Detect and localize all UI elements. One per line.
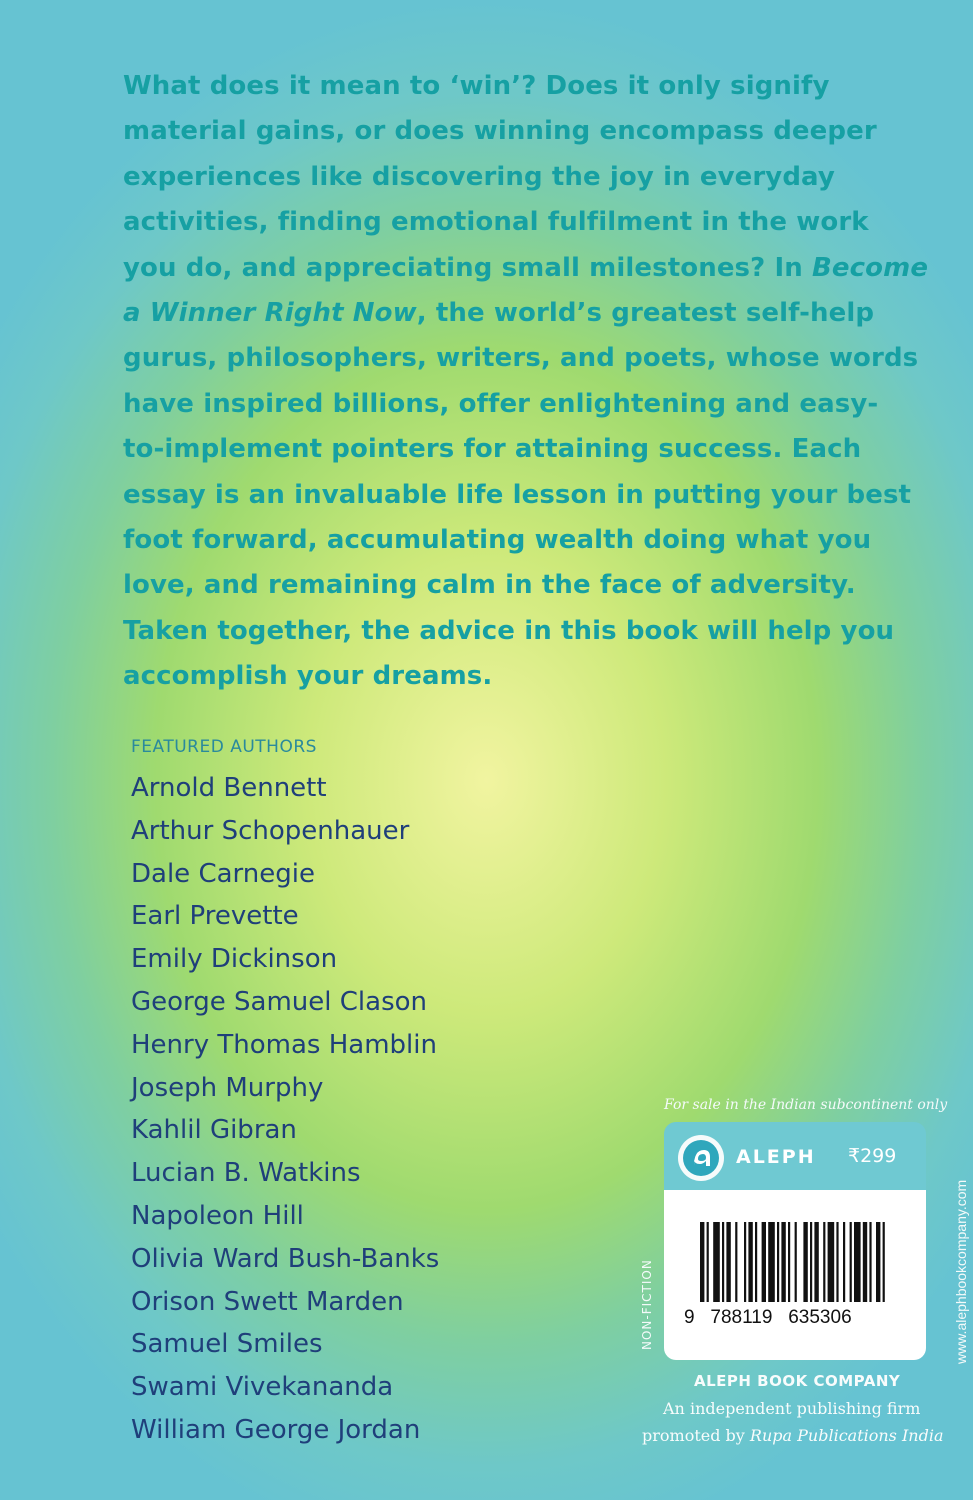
blurb-line: have inspired billions, offer enlightening and easy- bbox=[123, 388, 879, 419]
author-item: Napoleon Hill bbox=[131, 1200, 304, 1231]
author-item: Dale Carnegie bbox=[131, 858, 315, 889]
isbn-number: 9 788119 635306 bbox=[684, 1307, 852, 1328]
aleph-logo-icon bbox=[678, 1135, 724, 1181]
author-item: Orison Swett Marden bbox=[131, 1286, 404, 1317]
barcode-bar bbox=[814, 1222, 818, 1302]
barcode-bar bbox=[713, 1222, 720, 1302]
barcode-bar bbox=[843, 1222, 845, 1302]
featured-authors-heading: FEATURED AUTHORS bbox=[131, 737, 317, 757]
barcode-bar bbox=[781, 1222, 785, 1302]
book-title-italic: a Winner Right Now bbox=[123, 298, 417, 329]
author-item: Emily Dickinson bbox=[131, 944, 338, 975]
blurb-line: to-implement pointers for attaining success. Each bbox=[123, 434, 862, 465]
barcode-bar bbox=[803, 1222, 807, 1302]
author-item: Henry Thomas Hamblin bbox=[131, 1029, 437, 1060]
blurb-line: Taken together, the advice in this book will help you bbox=[123, 615, 895, 646]
sale-region-note: For sale in the Indian subcontinent only bbox=[664, 1097, 948, 1113]
blurb-line: material gains, or does winning encompass deeper bbox=[123, 116, 877, 147]
author-item: Arnold Bennett bbox=[131, 773, 327, 803]
author-list bbox=[131, 769, 439, 1454]
barcode-bar bbox=[876, 1222, 880, 1302]
author-item: Olivia Ward Bush-Banks bbox=[131, 1243, 440, 1274]
author-item: Lucian B. Watkins bbox=[131, 1158, 361, 1189]
author-item: George Samuel Clason bbox=[131, 986, 428, 1017]
barcode-bar bbox=[810, 1222, 812, 1302]
barcode-bar bbox=[836, 1222, 838, 1302]
blurb-text: , the world’s greatest self-help bbox=[416, 298, 875, 329]
author-item: Arthur Schopenhauer bbox=[131, 815, 410, 846]
barcode-bar bbox=[762, 1222, 766, 1302]
barcode-bar bbox=[755, 1222, 757, 1302]
blurb-line: love, and remaining calm in the face of adversity. bbox=[123, 570, 856, 601]
barcode-bar bbox=[777, 1222, 779, 1302]
blurb-line bbox=[123, 246, 929, 291]
blurb-line: essay is an invaluable life lesson in putting your best bbox=[123, 479, 912, 510]
barcode-bar bbox=[768, 1222, 775, 1302]
barcode-bar bbox=[850, 1222, 852, 1302]
barcode-bar bbox=[823, 1222, 825, 1302]
price-label: ₹299 bbox=[848, 1145, 897, 1167]
barcode-bar bbox=[748, 1222, 752, 1302]
publisher-website: www.alephbookcompany.com bbox=[953, 1179, 969, 1364]
back-cover-blurb bbox=[123, 64, 929, 700]
barcode-bar bbox=[863, 1222, 867, 1302]
blurb-line: gurus, philosophers, writers, and poets, whose words bbox=[123, 343, 919, 374]
barcode-bar bbox=[735, 1222, 737, 1302]
category-label: NON-FICTION bbox=[640, 1259, 654, 1350]
author-item: Earl Prevette bbox=[131, 901, 299, 932]
barcode-icon bbox=[700, 1222, 890, 1302]
barcode-bar bbox=[795, 1222, 797, 1302]
barcode-bar bbox=[700, 1222, 704, 1302]
barcode-bar bbox=[707, 1222, 709, 1302]
barcode-bar bbox=[788, 1222, 790, 1302]
publisher-logo-text: ALEPH bbox=[736, 1146, 816, 1168]
barcode-bar bbox=[883, 1222, 885, 1302]
barcode-bar bbox=[726, 1222, 730, 1302]
barcode-bar bbox=[854, 1222, 861, 1302]
blurb-line: experiences like discovering the joy in everyday bbox=[123, 161, 835, 192]
barcode-bar bbox=[869, 1222, 871, 1302]
promoter-name: Rupa Publications India bbox=[749, 1426, 944, 1445]
author-item: Joseph Murphy bbox=[131, 1072, 324, 1103]
barcode-panel bbox=[664, 1190, 926, 1360]
barcode-bar bbox=[744, 1222, 746, 1302]
blurb-text: you do, and appreciating small milestones? In bbox=[123, 252, 812, 283]
publisher-company-name: ALEPH BOOK COMPANY bbox=[694, 1372, 901, 1390]
barcode-bar bbox=[828, 1222, 835, 1302]
blurb-line: foot forward, accumulating wealth doing what you bbox=[123, 525, 872, 556]
author-item: Samuel Smiles bbox=[131, 1329, 323, 1360]
blurb-line: activities, finding emotional fulfilment in the work bbox=[123, 207, 869, 238]
author-item: Kahlil Gibran bbox=[131, 1115, 297, 1146]
barcode-bar bbox=[722, 1222, 724, 1302]
book-title-italic: Become bbox=[812, 252, 929, 283]
author-item: Swami Vivekananda bbox=[131, 1372, 394, 1403]
promoter-prefix: promoted by bbox=[642, 1426, 750, 1445]
blurb-line: accomplish your dreams. bbox=[123, 661, 493, 692]
blurb-line: What does it mean to ‘win’? Does it only signify bbox=[123, 71, 830, 101]
blurb-line bbox=[123, 291, 875, 336]
publisher-promoter bbox=[642, 1426, 944, 1445]
author-item: William George Jordan bbox=[131, 1414, 421, 1445]
publisher-tagline: An independent publishing firm bbox=[663, 1399, 921, 1418]
